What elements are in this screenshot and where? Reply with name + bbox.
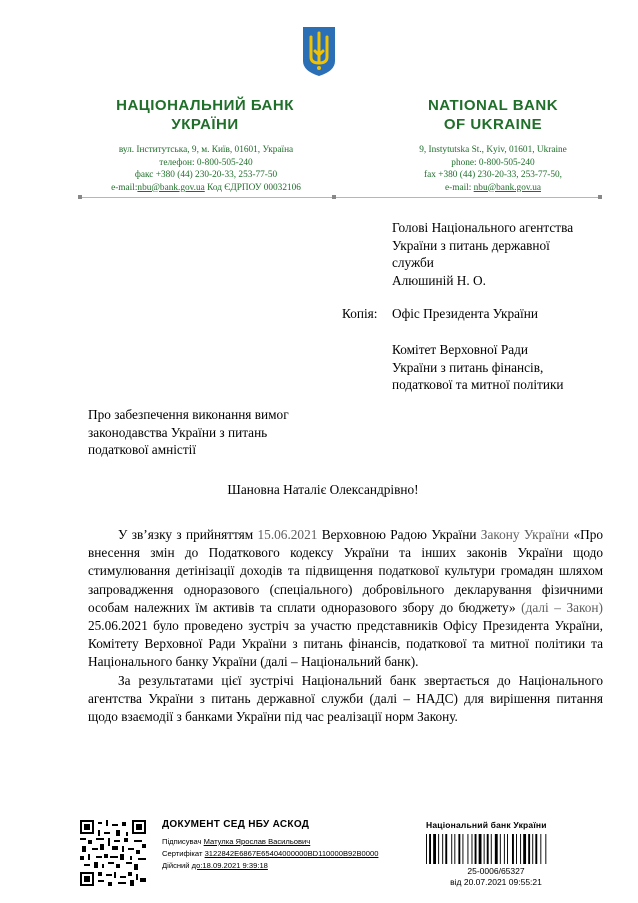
letter-body	[88, 526, 603, 726]
barcode-bar	[495, 834, 498, 864]
copy-recipient-2	[392, 341, 606, 394]
bank-name-en-line1: NATIONAL BANK	[427, 97, 559, 114]
body-text-run: 25.06.2021 було проведено зустріч за участю представників Офісу Президента України, Комітету Верховної Ради України з питань фінансів, податкової та митної політики та Національного банку України (далі – Національний банк).	[88, 618, 603, 670]
barcode-bar	[462, 834, 463, 864]
barcode-bar	[535, 834, 537, 864]
email-line-en	[384, 182, 602, 195]
barcode-bar	[458, 834, 460, 864]
copy-recipient-2-line: податкової та митної політики	[392, 377, 564, 392]
barcode-bar	[479, 834, 482, 864]
barcode-bar	[540, 834, 541, 864]
email-link-ua[interactable]: nbu@bank.gov.ua	[137, 182, 205, 193]
barcode-bar	[500, 834, 501, 864]
fax-en: fax +380 (44) 230-20-33, 253-77-50,	[424, 170, 562, 180]
barcode-bar	[426, 834, 427, 864]
bank-name-ua	[80, 96, 330, 134]
barcode-bar	[467, 834, 468, 864]
salutation: Шановна Наталіє Олександрівно!	[227, 482, 419, 497]
contact-block-ua	[78, 144, 334, 194]
divider-mark-center	[332, 195, 336, 199]
copy-recipient-1: Офіс Президента України	[392, 306, 538, 321]
barcode-bar	[507, 834, 508, 864]
barcode-bar	[451, 834, 452, 864]
addressee-line: України з питань державної	[392, 237, 550, 253]
subject-line: Про забезпечення виконання вимог	[88, 407, 289, 422]
registration-block	[426, 866, 566, 888]
stamp-certificate	[162, 849, 378, 859]
barcode-bar	[545, 834, 546, 864]
body-paragraph-1	[88, 526, 603, 672]
barcode-bar	[475, 834, 477, 864]
cert-label: Сертифікат	[162, 849, 203, 858]
fax-ua: факс +380 (44) 230-20-33, 253-77-50	[134, 170, 278, 180]
barcode-bar	[484, 834, 485, 864]
address-ua: вул. Інститутська, 9, м. Київ, 01601, Україна	[118, 145, 294, 155]
barcode-bar	[504, 834, 505, 864]
barcode-bar	[532, 834, 533, 864]
subject-line: законодавства України з питань	[88, 424, 268, 440]
barcode-bar	[520, 834, 521, 864]
cert-value: 3122842E6867E65404000000BD110000B92B0000	[204, 849, 379, 858]
address-en: 9, Instytutska St., Kyiv, 01601, Ukraine	[419, 145, 567, 155]
body-paragraph-2: За результатами цієї зустрічі Національний банк звертається до Національного агентства України з питань державної служби (далі – НАДС) для вирішення питання щодо взаємодії з банками України під час реалізації норм Закону.	[88, 672, 603, 725]
barcode-bar	[445, 834, 447, 864]
barcode-bar	[487, 834, 489, 864]
addressee-block	[392, 219, 606, 289]
bank-name-en	[398, 96, 588, 134]
bank-name-ua-line2: УКРАЇНИ	[171, 116, 239, 133]
bank-name-ua-line1: НАЦІОНАЛЬНИЙ БАНК	[116, 97, 294, 114]
body-text-run: «Про внесення змін до Податкового кодексу України та інших законів України щодо стимулювання детінізації доходів та підвищення податкової культури громадян шляхом запровадження одноразового (спеціального) добровільного декларування фізичними особам належних їм активів та сплати одноразового збору до бюджету»	[88, 527, 603, 615]
barcode-bar	[491, 834, 492, 864]
phone-ua: телефон: 0-800-505-240	[159, 157, 253, 168]
addressee-name: Алюшиній Н. О.	[392, 272, 486, 288]
date-reference: 15.06.2021	[257, 527, 318, 542]
barcode-title: Національний банк України	[426, 820, 547, 830]
divider-mark-right	[598, 195, 602, 199]
email-label-en: e-mail:	[445, 182, 474, 193]
stamp-signer	[162, 837, 310, 847]
barcode-bar	[438, 834, 439, 864]
barcode-bar	[433, 834, 436, 864]
signer-label: Підписувач	[162, 837, 202, 846]
edrpou-code: Код ЄДРПОУ 00032106	[207, 182, 301, 193]
body-text-run: Верховною Радою України	[317, 527, 481, 542]
stamp-title: ДОКУМЕНТ СЕД НБУ АСКОД	[162, 819, 310, 830]
barcode-icon	[426, 834, 566, 864]
email-line-ua	[78, 182, 334, 195]
phone-en: phone: 0-800-505-240	[451, 157, 535, 168]
barcode-bar	[512, 834, 514, 864]
trident-emblem-icon	[301, 25, 337, 77]
header-divider	[78, 197, 602, 198]
subject-line: податкової амністії	[88, 442, 197, 457]
addressee-line: служби	[392, 255, 434, 270]
email-link-en[interactable]: nbu@bank.gov.ua	[473, 182, 541, 193]
copy-recipient-2-line: України з питань фінансів,	[392, 359, 544, 375]
barcode-bar	[528, 834, 530, 864]
email-label-ua: e-mail:	[111, 182, 138, 193]
registration-date: від 20.07.2021 09:55:21	[450, 877, 542, 887]
barcode-bar	[523, 834, 526, 864]
signer-name: Матулка Ярослав Васильович	[203, 837, 311, 846]
barcode-bar	[429, 834, 431, 864]
copy-label: Копія:	[342, 306, 378, 321]
registration-number: 25-0006/65327	[467, 866, 525, 876]
qr-code-icon	[80, 820, 146, 886]
contact-block-en	[384, 144, 602, 194]
divider-mark-left	[78, 195, 82, 199]
addressee-line: Голові Національного агентства	[392, 220, 574, 235]
barcode-bar	[516, 834, 517, 864]
barcode-bar	[442, 834, 443, 864]
law-reference: Закону України	[480, 527, 570, 542]
letter-subject	[88, 406, 328, 459]
bank-name-en-line2: OF UKRAINE	[443, 116, 543, 133]
valid-value: до:18.09.2021 9:39:18	[191, 861, 268, 870]
barcode-bar	[454, 834, 455, 864]
valid-label: Дійсний	[162, 861, 190, 870]
body-text-run: У зв’язку з прийняттям	[118, 527, 258, 542]
barcode-bar	[472, 834, 473, 864]
copy-recipient-2-line: Комітет Верховної Ради	[392, 342, 529, 357]
stamp-validity	[162, 861, 268, 871]
law-abbreviation: (далі – Закон)	[521, 599, 603, 615]
